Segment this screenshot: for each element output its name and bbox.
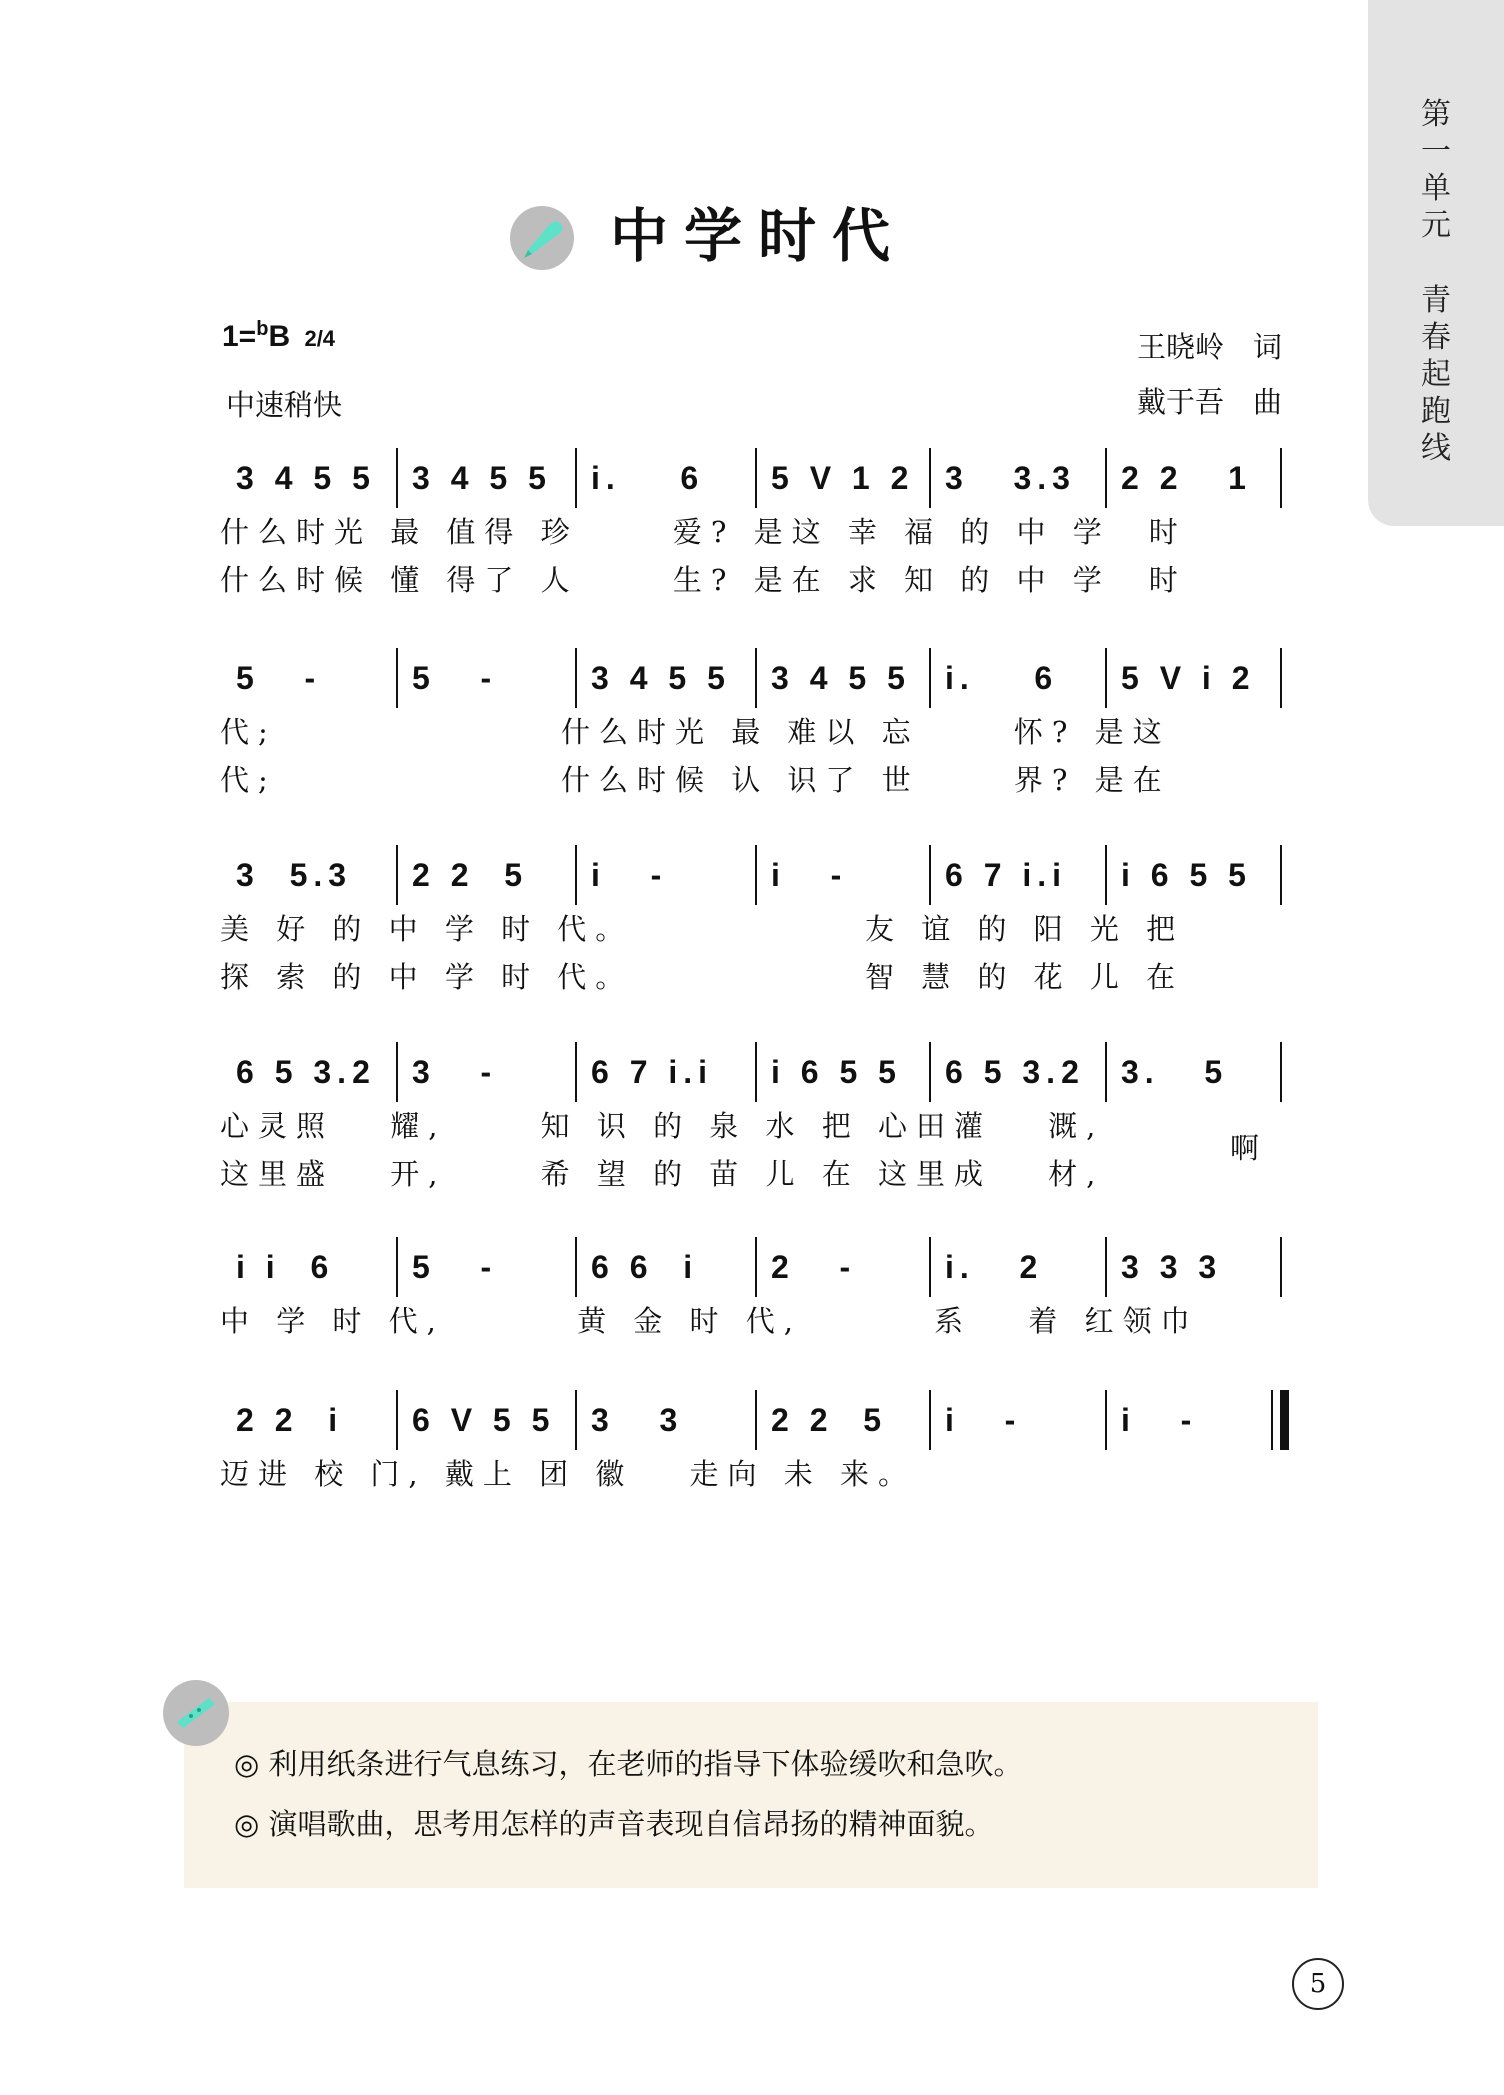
barline [755,1237,757,1297]
lyric-line: 什么时候 懂 得了 人 生? 是在 求 知 的 中 学 时 [220,563,1187,597]
barline [1105,845,1107,905]
measure: i. 6 [591,460,705,496]
score-line [220,448,1285,604]
measure: 6 7 i.i [591,1054,714,1090]
measure: 2 2 1 [1121,460,1252,496]
unit-label: 第 一 单 元 [1421,97,1451,243]
task-item: ◎ 演唱歌曲，思考用怎样的声音表现自信昂扬的精神面貌。 [234,1807,994,1841]
measure: 3 3.3 [945,460,1076,496]
composer-credit: 戴于吾 曲 [1136,385,1282,419]
barline [929,845,931,905]
barline [1280,1042,1282,1102]
notes-row [220,648,1285,708]
measure: 5 - [236,660,322,696]
measure: 2 2 5 [771,1402,888,1438]
barline [755,648,757,708]
score-line [220,648,1285,804]
barline [575,448,577,508]
barline [1105,1042,1107,1102]
barline [755,845,757,905]
measure: 5 - [412,1249,498,1285]
measure: 3 3 3 [1121,1249,1223,1285]
score-line [220,845,1285,1001]
barline [575,648,577,708]
barline [929,1237,931,1297]
barline [1105,648,1107,708]
page-number: 5 [1292,1958,1344,2010]
measure: i - [945,1402,1022,1438]
score-line [220,1390,1285,1498]
measure: 2 2 i [236,1402,344,1438]
measure: 3 - [412,1054,498,1090]
measure: 6 5 3.2 [945,1054,1085,1090]
measure: 6 6 i [591,1249,699,1285]
measure: 3 4 5 5 [591,660,731,696]
score-line [220,1237,1285,1345]
barline [929,448,931,508]
measure: 6 V 5 5 [412,1402,556,1438]
barline [929,1042,931,1102]
measure: 2 - [771,1249,857,1285]
measure: 5 V 1 2 [771,460,915,496]
lyricist-credit: 王晓岭 词 [1136,330,1282,364]
microphone-icon [510,206,574,270]
barline [1105,448,1107,508]
measure: i. 2 [945,1249,1044,1285]
measure: 5 - [412,660,498,696]
lyric-line: 代; 什么时光 最 难以 忘 怀? 是这 [220,715,1171,749]
barline [396,648,398,708]
lyric-aside: 啊 [1230,1131,1260,1165]
unit-side-tab [1368,0,1504,526]
barline [575,845,577,905]
task-box [184,1702,1318,1888]
measure: 3 5.3 [236,857,353,893]
measure: i 6 5 5 [1121,857,1252,893]
measure: i. 6 [945,660,1059,696]
lyric-line: 代; 什么时候 认 识了 世 界? 是在 [220,763,1171,797]
barline [1280,845,1282,905]
barline [929,648,931,708]
lyric-line: 美 好 的 中 学 时 代。 友 谊 的 阳 光 把 [220,912,1185,946]
barline [396,1042,398,1102]
barline [1280,448,1282,508]
measure: 2 2 5 [412,857,529,893]
barline [1105,1390,1107,1450]
barline [396,1390,398,1450]
measure: 3 4 5 5 [236,460,376,496]
notes-row [220,1237,1285,1297]
notes-row [220,448,1285,508]
lyric-line: 探 索 的 中 学 时 代。 智 慧 的 花 儿 在 [220,960,1185,994]
measure: i 6 5 5 [771,1054,902,1090]
final-barline [1280,1390,1289,1450]
measure: i - [591,857,668,893]
unit-theme: 青 春 起 跑 线 [1421,283,1451,466]
notes-row [220,1390,1285,1450]
barline [396,845,398,905]
flute-icon [163,1680,229,1746]
barline [1105,1237,1107,1297]
song-title: 中学时代 [610,202,907,270]
measure: i - [1121,1402,1198,1438]
lyric-line: 心灵照 耀, 知 识 的 泉 水 把 心田灌 溉, [220,1109,1105,1143]
barline [396,448,398,508]
measure: 5 V i 2 [1121,660,1256,696]
barline [929,1390,931,1450]
measure: 3 4 5 5 [412,460,552,496]
tempo-marking: 中速稍快 [226,388,343,422]
lyric-line: 迈进 校 门, 戴上 团 徽 走向 未 来。 [220,1457,916,1491]
measure: 3 4 5 5 [771,660,911,696]
measure: i i 6 [236,1249,335,1285]
score-line [220,1042,1285,1198]
barline [396,1237,398,1297]
barline [575,1042,577,1102]
measure: 3. 5 [1121,1054,1229,1090]
measure: i - [771,857,848,893]
barline [575,1390,577,1450]
time-signature: 2/4 [304,326,336,351]
measure: 3 3 [591,1402,684,1438]
barline [1280,1237,1282,1297]
notes-row [220,845,1285,905]
lyric-line: 这里盛 开, 希 望 的 苗 儿 在 这里成 材, [220,1157,1105,1191]
notes-row [220,1042,1285,1102]
lyric-line: 中 学 时 代, 黄 金 时 代, 系 着 红领巾 [220,1304,1199,1338]
task-item: ◎ 利用纸条进行气息练习，在老师的指导下体验缓吹和急吹。 [234,1747,1023,1781]
barline [755,448,757,508]
barline [755,1390,757,1450]
measure: 6 7 i.i [945,857,1068,893]
barline [575,1237,577,1297]
lyric-line: 什么时光 最 值得 珍 爱? 是这 幸 福 的 中 学 时 [220,515,1187,549]
barline [755,1042,757,1102]
key-signature: 1=$^b$B 2/4 [222,318,336,353]
barline [1280,648,1282,708]
measure: 6 5 3.2 [236,1054,376,1090]
